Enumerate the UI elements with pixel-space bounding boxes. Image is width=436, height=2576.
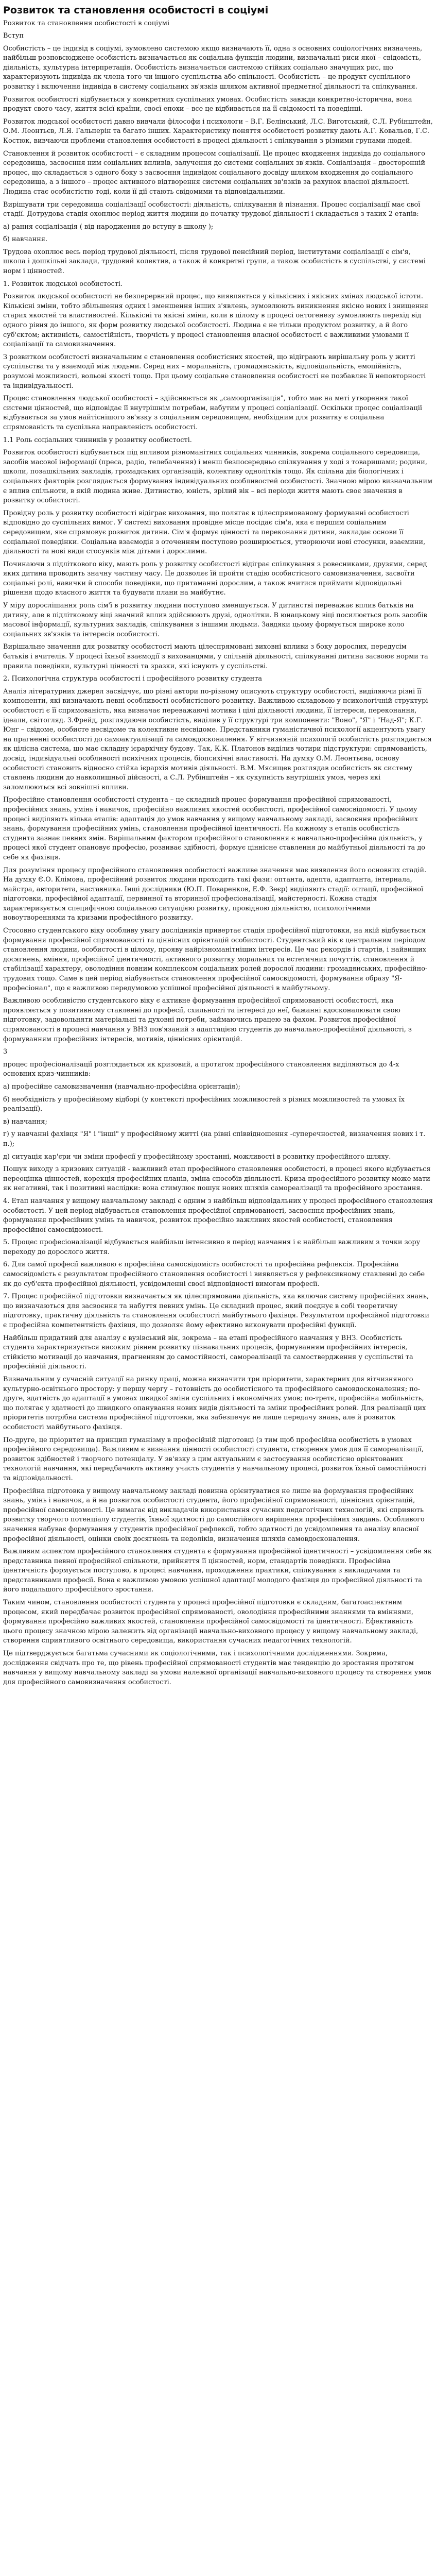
- paragraph: а) професійне самовизначення (навчально-професійна орієнтація);: [3, 1082, 240, 1091]
- paragraph: З розвитком особистості визначальним є становлення особистісних якостей, що відіграють вирішальну роль у житті суспільства та у взаємодії між людьми. Серед них – моральність, громадянськість, відповідальність, емоційність, розумові можливості, вольові якості тощо. При цьому соціальне становлення особистості не позбавляє її неповторності та індивідуальності.: [3, 353, 426, 390]
- paragraph: Професійне становлення особистості студента – це складний процес формування професійної спрямованості, професійних знань, умінь і навичок, професійно важливих якостей особистості, професійної самосвідомості. У цьому процесі виділяють кілька етапів: адаптація до умов навчання у вищому навчальному закладі, засвоєння професійних знань, формування професійних умінь, становлення професійної ідентичності. На кожному з етапів особистість студента зазнає певних змін. Вирішальним фактором професійного становлення є навчально-професійна діяльність, у процесі якої студент опановує професію, розвиває здібності, формує ціннісне ставлення до майбутньої діяльності та до себе як фахівця.: [3, 796, 426, 861]
- paragraph: 4. Етап навчання у вищому навчальному закладі є одним з найбільш відповідальних у процесі професійного становлення особистості. У цей період відбувається становлення професійної спрямованості, засвоєння професійних знань, формування професійних умінь та навичок, розвиток професійно важливих якостей особистості, становлення професійної самосвідомості.: [3, 1197, 433, 1234]
- paragraph: Розвиток людської особистості давно вивчали філософи і психологи – В.Г. Белінський, Л.С. Виготський, С.Л. Рубінштейн, О.М. Леонтьєв, Л.Я. Гальперін та багато інших. Характеристику поняття особистості розвитку дають А.Г. Ковальов, Г.С. Костюк, вивчаючи проблеми становлення особистості в процесі діяльності і спілкування з різними групами людей.: [3, 117, 433, 145]
- section-heading: 1. Розвиток людської особистості.: [3, 280, 123, 288]
- paragraph: б) навчання.: [3, 235, 48, 244]
- paragraph: Провідну роль у розвитку особистості відіграє виховання, що полягає в цілеспрямованому формуванні особистості відповідно до суспільних вимог. У системі виховання провідне місце посідає сім'я, яка є першим соціальним середовищем, яке спрямовує розвиток дитини. Сім'я формує цінності та переконання дитини, закладає основи її соціальної поведінки. Соціальна взаємодія з оточенням поступово розширюється, утворюючи нові стосунки, взаємини, діяльності та нові види стосунків між дітьми і дорослими.: [3, 509, 426, 556]
- section-heading: Вступ: [3, 32, 24, 40]
- paragraph: Починаючи з підліткового віку, мають роль у розвитку особистості відіграє спілкування з ровесниками, друзями, серед яких дитина проводить значну частину часу. Це дозволяє їй пройти стадію особистісного самовизначення, засвоїти соціальні ролі, навички й способи поведінки, що притаманні дорослим, а також вчитися приймати відповідальні рішення щодо власного життя та будувати плани на майбутнє.: [3, 560, 427, 597]
- paragraph: Таким чином, становлення особистості студента у процесі професійної підготовки є складним, багатоаспектним процесом, який передбачає розвиток професійної спрямованості, оволодіння професійними знаннями та вміннями, формування професійно важливих якостей, становлення професійної самосвідомості та ідентичності. Ефективність цього процесу значною мірою залежить від організації навчально-виховного процесу у вищому навчальному закладі, створення сприятливого освітнього середовища, використання сучасних педагогічних технологій.: [3, 1599, 418, 1645]
- document-title: Розвиток та становлення особистості в соціумі: [3, 5, 269, 16]
- paragraph: Трудова охоплює весь період трудової діяльності, після трудової пенсійний період, інститутами соціалізації є сім'я, школа і дошкільні заклади, трудовий колектив, а також й конкретні групи, а також особистість в суспільстві, у системі норм і цінностей.: [3, 248, 426, 276]
- paragraph: Професійна підготовка у вищому навчальному закладі повинна орієнтуватися не лише на формування професійних знань, умінь і навичок, а й на розвиток особистості студента, його професійної спрямованості, ціннісних орієнтацій, професійної самосвідомості. Це вимагає від викладачів використання сучасних педагогічних технологій, які сприяють розвитку творчого потенціалу студентів, їхньої здатності до самостійного вирішення професійних завдань. Особливого значення набуває формування у студентів професійної рефлексії, тобто здатності до усвідомлення та аналізу власної професійної діяльності, оцінки своїх досягнень та недоліків, визначення шляхів самовдосконалення.: [3, 1487, 425, 1543]
- paragraph: б) необхідність у професійному відборі (у контексті професійних можливостей з різних можливостей та умовах їх реалізації).: [3, 1095, 405, 1113]
- paragraph: Вирішальне значення для розвитку особистості мають цілеспрямовані виховні впливи з боку дорослих, передусім батьків і вчителів. У процесі їхньої взаємодії з вихованцями, у спільній діяльності, спілкуванні дитина засвоює норми та правила поведінки, культурні цінності та зразки, які існують у суспільстві.: [3, 643, 428, 670]
- paragraph: 5. Процес професіоналізації відбувається найбільш інтенсивно в період навчання і є найбільш важливим з точки зору переходу до дорослого життя.: [3, 1239, 421, 1256]
- paragraph: Це підтверджується багатьма сучасними як соціологічними, так і психологічними дослідженнями. Зокрема, дослідження свідчать про те, що рівень професійної спрямованості студентів має тенденцію до зростання протягом навчання у вищому навчальному закладі за умови належної організації навчально-виховного процесу та створення умов для професійного самовизначення особистості.: [3, 1650, 431, 1686]
- section-heading: 1.1 Роль соціальних чинників у розвитку особистості.: [3, 436, 192, 444]
- paragraph: Пошук виходу з кризових ситуацій - важливий етап професійного становлення особистості, в процесі якого відбувається переоцінка цінностей, корекція професійних планів, зміна способів діяльності. Криза професійного розвитку може мати як негативні, так і позитивні наслідки: вона стимулює пошук нових шляхів самореалізації та професійного зростання.: [3, 1165, 431, 1193]
- paragraph: а) рання соціалізація ( від народження до вступу в школу );: [3, 223, 214, 231]
- paragraph: г) у навчанні фахівця "Я" і "інші" у професійному житті (на рівні співвідношення -суперечностей, визначення нових і т. п.);: [3, 1130, 426, 1148]
- paragraph: Розвиток особистості відбувається у конкретних суспільних умовах. Особистість завжди конкретно-історична, вона продукт свого часу, життя всієї країни, своєї епохи – все це відбивається на її свідомості та поведінці.: [3, 95, 412, 113]
- paragraph: Розвиток особистості відбувається під впливом різноманітних соціальних чинників, зокрема соціального середовища, засобів масової інформації (преса, радіо, телебачення) і менш безпосередньо спілкування у ході з товаришами; родини, школи, позашкільних закладів, громадських організацій, колективу однолітків тощо. Як спільна дія біологічних і соціальних факторів розглядається формування індивідуальних особливостей особистості. Значною мірою визначальним є вплив спільноти, в якій людина живе. Дитинство, юність, зрілий вік – всі періоди життя мають своє значення в розвитку особистості.: [3, 449, 433, 505]
- paragraph: Особистість – це індивід в соціумі, зумовлено системою якщо визначають її, одна з основних соціологічних визначень, найбільш розповсюджене особистість визначається як соціальна функція людини, визначальні риси якої – свідомість, діяльність, культурна інтерпретація. Особистість визначається системою стійких соціально значущих рис, що характеризують індивіда як члена того чи іншого суспільства або спільності. Особистість – це продукт суспільного розвитку і включення індивіда в систему соціальних зв'язків шляхом активної предметної діяльності та спілкування.: [3, 44, 423, 91]
- paragraph: По-друге, це пріоритет на принцип гуманізму в професійній підготовці (з тим щоб професійна особистість в умовах професійного середовища). Важливим є визнання цінності особистості студента, створення умов для її самореалізації, розвиток здібностей і творчого потенціалу. У зв'язку з цим актуальним є застосування особистісно орієнтованих технологій навчання, які передбачають активну участь студентів у навчальному процесі, розвиток їхньої самостійності та відповідальності.: [3, 1436, 426, 1482]
- paragraph: Становлення й розвиток особистості – є складним процесом соціалізації. Це процес входження індивіда до соціального середовища, засвоєння ним соціальних впливів, залучення до системи соціальних зв'язків. Соціалізація – двосторонній процес, що складається з одного боку з засвоєння індивідом соціального досвіду шляхом входження до соціального середовища, а з іншого – процес активного відтворення системи соціальних зв'язків за рахунок власної діяльності. Людина стає особистістю тоді, коли її дії стають свідомими та відповідальними.: [3, 149, 426, 196]
- paragraph: Стосовно студентського віку особливу увагу дослідників привертає стадія професійної підготовки, на якій відбувається формування професійної спрямованості та ціннісних орієнтацій особистості. Студентський вік є центральним періодом становлення людини, особистості в цілому, прояву найрізноманітніших інтересів. Це час рекордів і стартів, і найвищих досягнень, вміння, професійної ідентичності, активного розвитку моральних та естетичних почуттів, становлення й стабілізації характеру, оволодіння повним комплексом соціальних ролей дорослої людини: громадянських, професійно-трудових тощо. Саме в цей період відбувається становлення професійної самосвідомості, формування образу "Я-професіонал", що є важливою передумовою успішної професійної діяльності в майбутньому.: [3, 927, 428, 992]
- paragraph: Процес становлення людської особистості – здійснюється як „самоорганізація", тобто має на меті утворення такої системи цінностей, що відповідає її внутрішнім потребам, набутим у процесі соціалізації. Оскільки процес соціалізації відбувається за умов найтіснішого зв'язку з соціальним середовищем, необхідним для розвитку є соціальна спрямованість та суспільна направленість особистості.: [3, 395, 422, 431]
- paragraph: Важливою особливістю студентського віку є активне формування професійної спрямованості особистості, яка проявляється у позитивному ставленні до професії, схильності та інтересі до неї, бажанні вдосконалювати свою підготовку, задовольняти матеріальні та духовні потреби, займаючись працею за фахом. Розвиток професійної спрямованості в процесі навчання у ВНЗ пов'язаний з адаптацією студентів до навчально-професійної діяльності, з формуванням професійних інтересів, мотивів, ціннісних орієнтацій.: [3, 997, 412, 1043]
- paragraph: Аналіз літературних джерел засвідчує, що різні автори по-різному описують структуру особистості, виділяючи різні її компоненти, які визначають певні особливості особистісного розвитку. Важливою складовою у психологічній структурі особистості є її спрямованість, яка визначає переважаючі мотиви і цілі діяльності людини, її інтереси, переконання, ідеали, світогляд. З.Фрейд, розглядаючи особистість, виділив у її структурі три компоненти: "Воно", "Я" і "Над-Я"; К.Г. Юнг – свідоме, особисте несвідоме та колективне несвідоме. Представники гуманістичної психології акцентують увагу на прагненні особистості до самоактуалізації та самовдосконалення. У вітчизняній психології особистість розглядається як цілісна система, що має складну ієрархічну будову. Так, К.К. Платонов виділив чотири підструктури: спрямованість, досвід, індивідуальні особливості психічних процесів, біопсихічні властивості. На думку О.М. Леонтьєва, основу особистості становить відносно стійка ієрархія мотивів діяльності. В.М. Мясищев розглядав особистість як систему ставлень людини до навколишньої дійсності, а С.Л. Рубінштейн – як сукупність внутрішніх умов, через які заломлюються всі зовнішні впливи.: [3, 687, 432, 791]
- paragraph: 7. Процес професійної підготовки визначається як цілеспрямована діяльність, яка включає систему професійних знань, що визначаються для засвоєння та набуття певних умінь. Це складний процес, який поєднує в собі теоретичну підготовку, практичну діяльність та становлення особистості майбутнього фахівця. Результатом професійної підготовки є професійна компетентність фахівця, що дозволяє йому ефективно виконувати професійні функції.: [3, 1293, 429, 1330]
- paragraph: Вирішувати три середовища соціалізації особистості: діяльність, спілкування й пізнання. Процес соціалізації має свої стадії. Дотрудова стадія охоплює період життя людини до початку трудової діяльності і складається з таких 2 етапів:: [3, 200, 421, 218]
- paragraph: Визначальним у сучасній ситуації на ринку праці, можна визначити три пріоритети, характерних для вітчизняного культурно-освітнього простору: у першу чергу – готовність до особистісного та професійного самовдосконалення; по-друге, здатність до адаптації в умовах швидкої зміни суспільних і економічних умов; по-третє, професійна мобільність, що полягає у здатності до швидкого опанування нових видів діяльності та зміни професійних ролей. Для реалізації цих пріоритетів потрібна система професійної підготовки, яка забезпечує не лише передачу знань, але й розвиток особистості майбутнього фахівця.: [3, 1376, 426, 1431]
- document-subtitle: Розвиток та становлення особистості в соціумі: [3, 20, 170, 27]
- paragraph: процес професіоналізації розглядається як кризовий, а протягом професійного становлення виділяються до 4-х основних криз-чинників:: [3, 1060, 399, 1078]
- paragraph: д) ситуація кар'єри чи зміни професії у професійному зростанні, можливості в розвитку професійного шляху.: [3, 1153, 391, 1161]
- paragraph: Важливим аспектом професійного становлення студента є формування професійної ідентичності – усвідомлення себе як представника певної професійної спільноти, прийняття її цінностей, норм, стандартів поведінки. Професійна ідентичність формується поступово, в процесі навчання, проходження практики, спілкування з викладачами та представниками професії. Вона є важливою умовою успішної адаптації молодого фахівця до професійної діяльності та його подальшого професійного зростання.: [3, 1548, 432, 1594]
- section-heading: 2. Психологічна структура особистості і професійного розвитку студента: [3, 675, 263, 683]
- paragraph: в) навчання;: [3, 1117, 47, 1126]
- document-body: [3, 31, 433, 1687]
- paragraph: Для розуміння процесу професійного становлення особистості важливе значення має виявлення його основних стадій. На думку Є.О. Клімова, професійний розвиток людини проходить такі фази: оптанта, адепта, адаптанта, інтернала, майстра, авторитета, наставника. Інші дослідники (Ю.П. Поваренков, Е.Ф. Зеєр) виділяють стадії: оптації, професійної підготовки, професійної адаптації, первинної та вторинної професіоналізації, майстерності. Кожна стадія характеризується специфічною соціальною ситуацією розвитку, провідною діяльністю, психологічними новоутвореннями та кризами професійного розвитку.: [3, 866, 427, 922]
- paragraph: 3: [3, 1048, 8, 1056]
- paragraph: Найбільш придатний для аналізу є вузівський вік, зокрема – на етапі професійного навчання у ВНЗ. Особистість студента характеризується високим рівнем розвитку пізнавальних процесів, формуванням професійних інтересів, стійкістю мотивації до навчання, прагненням до самостійності, самореалізації та самоствердження у суспільстві та професійній діяльності.: [3, 1334, 413, 1371]
- paragraph: У міру дорослішання роль сім'ї в розвитку людини поступово зменшується. У дитинстві переважає вплив батьків на дитину, але в підлітковому віці значний вплив здійснюють друзі, однолітки. В юнацькому віці посилюється роль засобів масової інформації, культурних закладів, спілкування з іншими людьми. Завдяки цьому формується широке коло соціальних зв'язків та інтересів особистості.: [3, 602, 427, 638]
- paragraph: Розвиток людської особистості не безперервний процес, що виявляється у кількісних і якісних змінах людської істоти. Кількісні зміни, тобто збільшення одних і зменшення інших з'явлень, зумовлюють виникнення якісно нових і знищення старих якостей та властивостей. Кількісні та якісні зміни, коли в цілому в процесі онтогенезу зумовлюють перехід від одного рівня до іншого, як форм розвитку людської особистості. Людина є не тільки продуктом розвитку, а й його суб'єктом; активність, самостійність, творчість у процесі становлення власної особистості є важливими умовами її соціалізації та самовизначення.: [3, 293, 429, 349]
- paragraph: 6. Для самої професії важливою є професійна самосвідомість особистості та професійна рефлексія. Професійна самосвідомість є результатом професійного становлення особистості і виявляється у рефлексивному ставленні до себе як до суб'єкта професійної діяльності, усвідомленні своєї відповідності вимогам професії.: [3, 1261, 425, 1288]
